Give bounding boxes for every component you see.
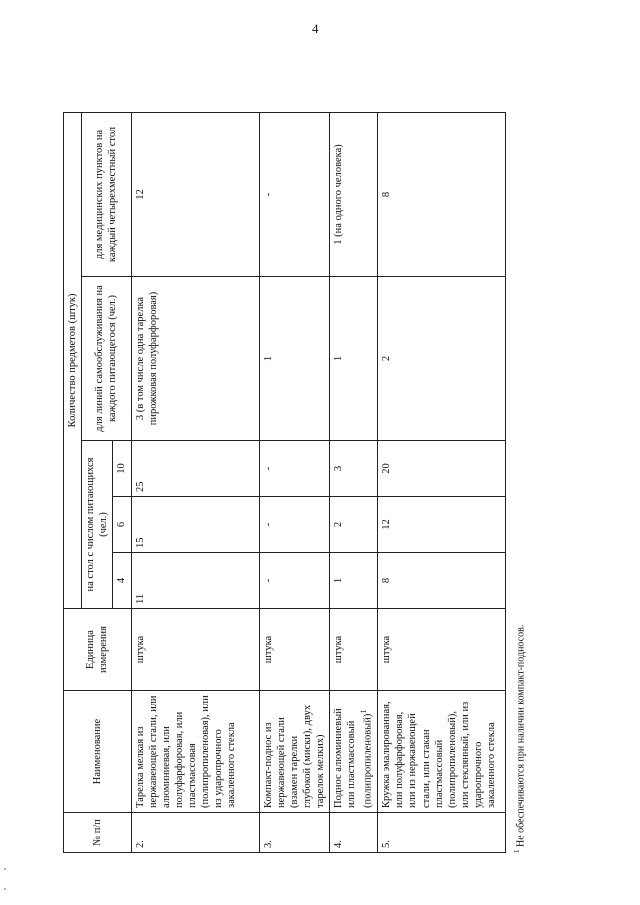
footnote-mark: 1 <box>513 849 521 853</box>
footnote-ref: 1 <box>358 709 369 714</box>
footnote-text: Не обеспечиваются при наличии компакт-подносов. <box>515 624 527 847</box>
row-name: Кружка эмалированная, или полуфарфоровая, или из нержавеющей стали, или стакан пластмассовый (полипропиленовый), или стеклянный, или из ударопрочного закаленного стекла <box>378 691 506 813</box>
row-c4: - <box>259 553 330 609</box>
row-name: Поднос алюминиевый или пластмассовый (полипропиленовый) <box>333 708 374 808</box>
header-unit: Единица измерения <box>64 609 132 691</box>
row-self-service: 3 (в том числе одна тарелка пирожковая полуфарфоровая) <box>131 277 259 441</box>
table-row <box>378 112 506 852</box>
header-num: № п/п <box>64 813 132 853</box>
header-sub-6: 6 <box>113 497 131 553</box>
row-c10: - <box>259 441 330 497</box>
scan-speck <box>4 868 6 870</box>
row-c10: 3 <box>330 441 378 497</box>
row-c4: 1 <box>330 553 378 609</box>
header-self-service: для линий самообслуживания на каждого питающегося (чел.) <box>82 277 131 441</box>
header-row-1 <box>64 112 82 852</box>
row-unit: штука <box>259 609 330 691</box>
header-name: Наименование <box>64 691 132 813</box>
row-unit: штука <box>378 609 506 691</box>
row-num: 5. <box>378 813 506 853</box>
row-name: Компакт-поднос из нержавеющей стали (взамен тарелки глубокой (миски), двух тарелок мелких) <box>259 691 330 813</box>
page-number: 4 <box>312 21 319 36</box>
row-medical: 1 (на одного человека) <box>330 112 378 276</box>
utensils-table <box>63 112 506 853</box>
row-self-service: 2 <box>378 277 506 441</box>
row-c10: 25 <box>131 441 259 497</box>
row-c4: 11 <box>131 553 259 609</box>
header-medical: для медицинских пунктов на каждый четырехместный стол <box>82 112 131 276</box>
row-c10: 20 <box>378 441 506 497</box>
table-row <box>330 112 378 852</box>
row-unit: штука <box>131 609 259 691</box>
table-row <box>131 112 259 852</box>
header-sub-4: 4 <box>113 553 131 609</box>
footnote-rule <box>505 723 506 853</box>
scan-speck <box>4 888 6 890</box>
row-unit: штука <box>330 609 378 691</box>
row-medical: 8 <box>378 112 506 276</box>
row-medical: 12 <box>131 112 259 276</box>
row-c6: 12 <box>378 497 506 553</box>
header-sub-10: 10 <box>113 441 131 497</box>
row-name: Тарелка мелкая из нержавеющей стали, или алюминиевая, или полуфарфоровая, или пластмассовая (полипропиленовая), или из ударопрочного закаленного стекла <box>131 691 259 813</box>
row-c6: - <box>259 497 330 553</box>
row-num: 3. <box>259 813 330 853</box>
table-row <box>259 112 330 852</box>
row-num: 4. <box>330 813 378 853</box>
row-name-cell <box>330 691 378 813</box>
row-self-service: 1 <box>259 277 330 441</box>
row-self-service: 1 <box>330 277 378 441</box>
footnote <box>513 625 526 853</box>
row-num: 2. <box>131 813 259 853</box>
rotated-page-content <box>63 113 568 853</box>
row-c6: 15 <box>131 497 259 553</box>
row-c6: 2 <box>330 497 378 553</box>
row-c4: 8 <box>378 553 506 609</box>
header-per-table: на стол с числом питающихся (чел.) <box>82 441 113 609</box>
row-medical: - <box>259 112 330 276</box>
header-qty: Количество предметов (штук) <box>64 112 82 608</box>
